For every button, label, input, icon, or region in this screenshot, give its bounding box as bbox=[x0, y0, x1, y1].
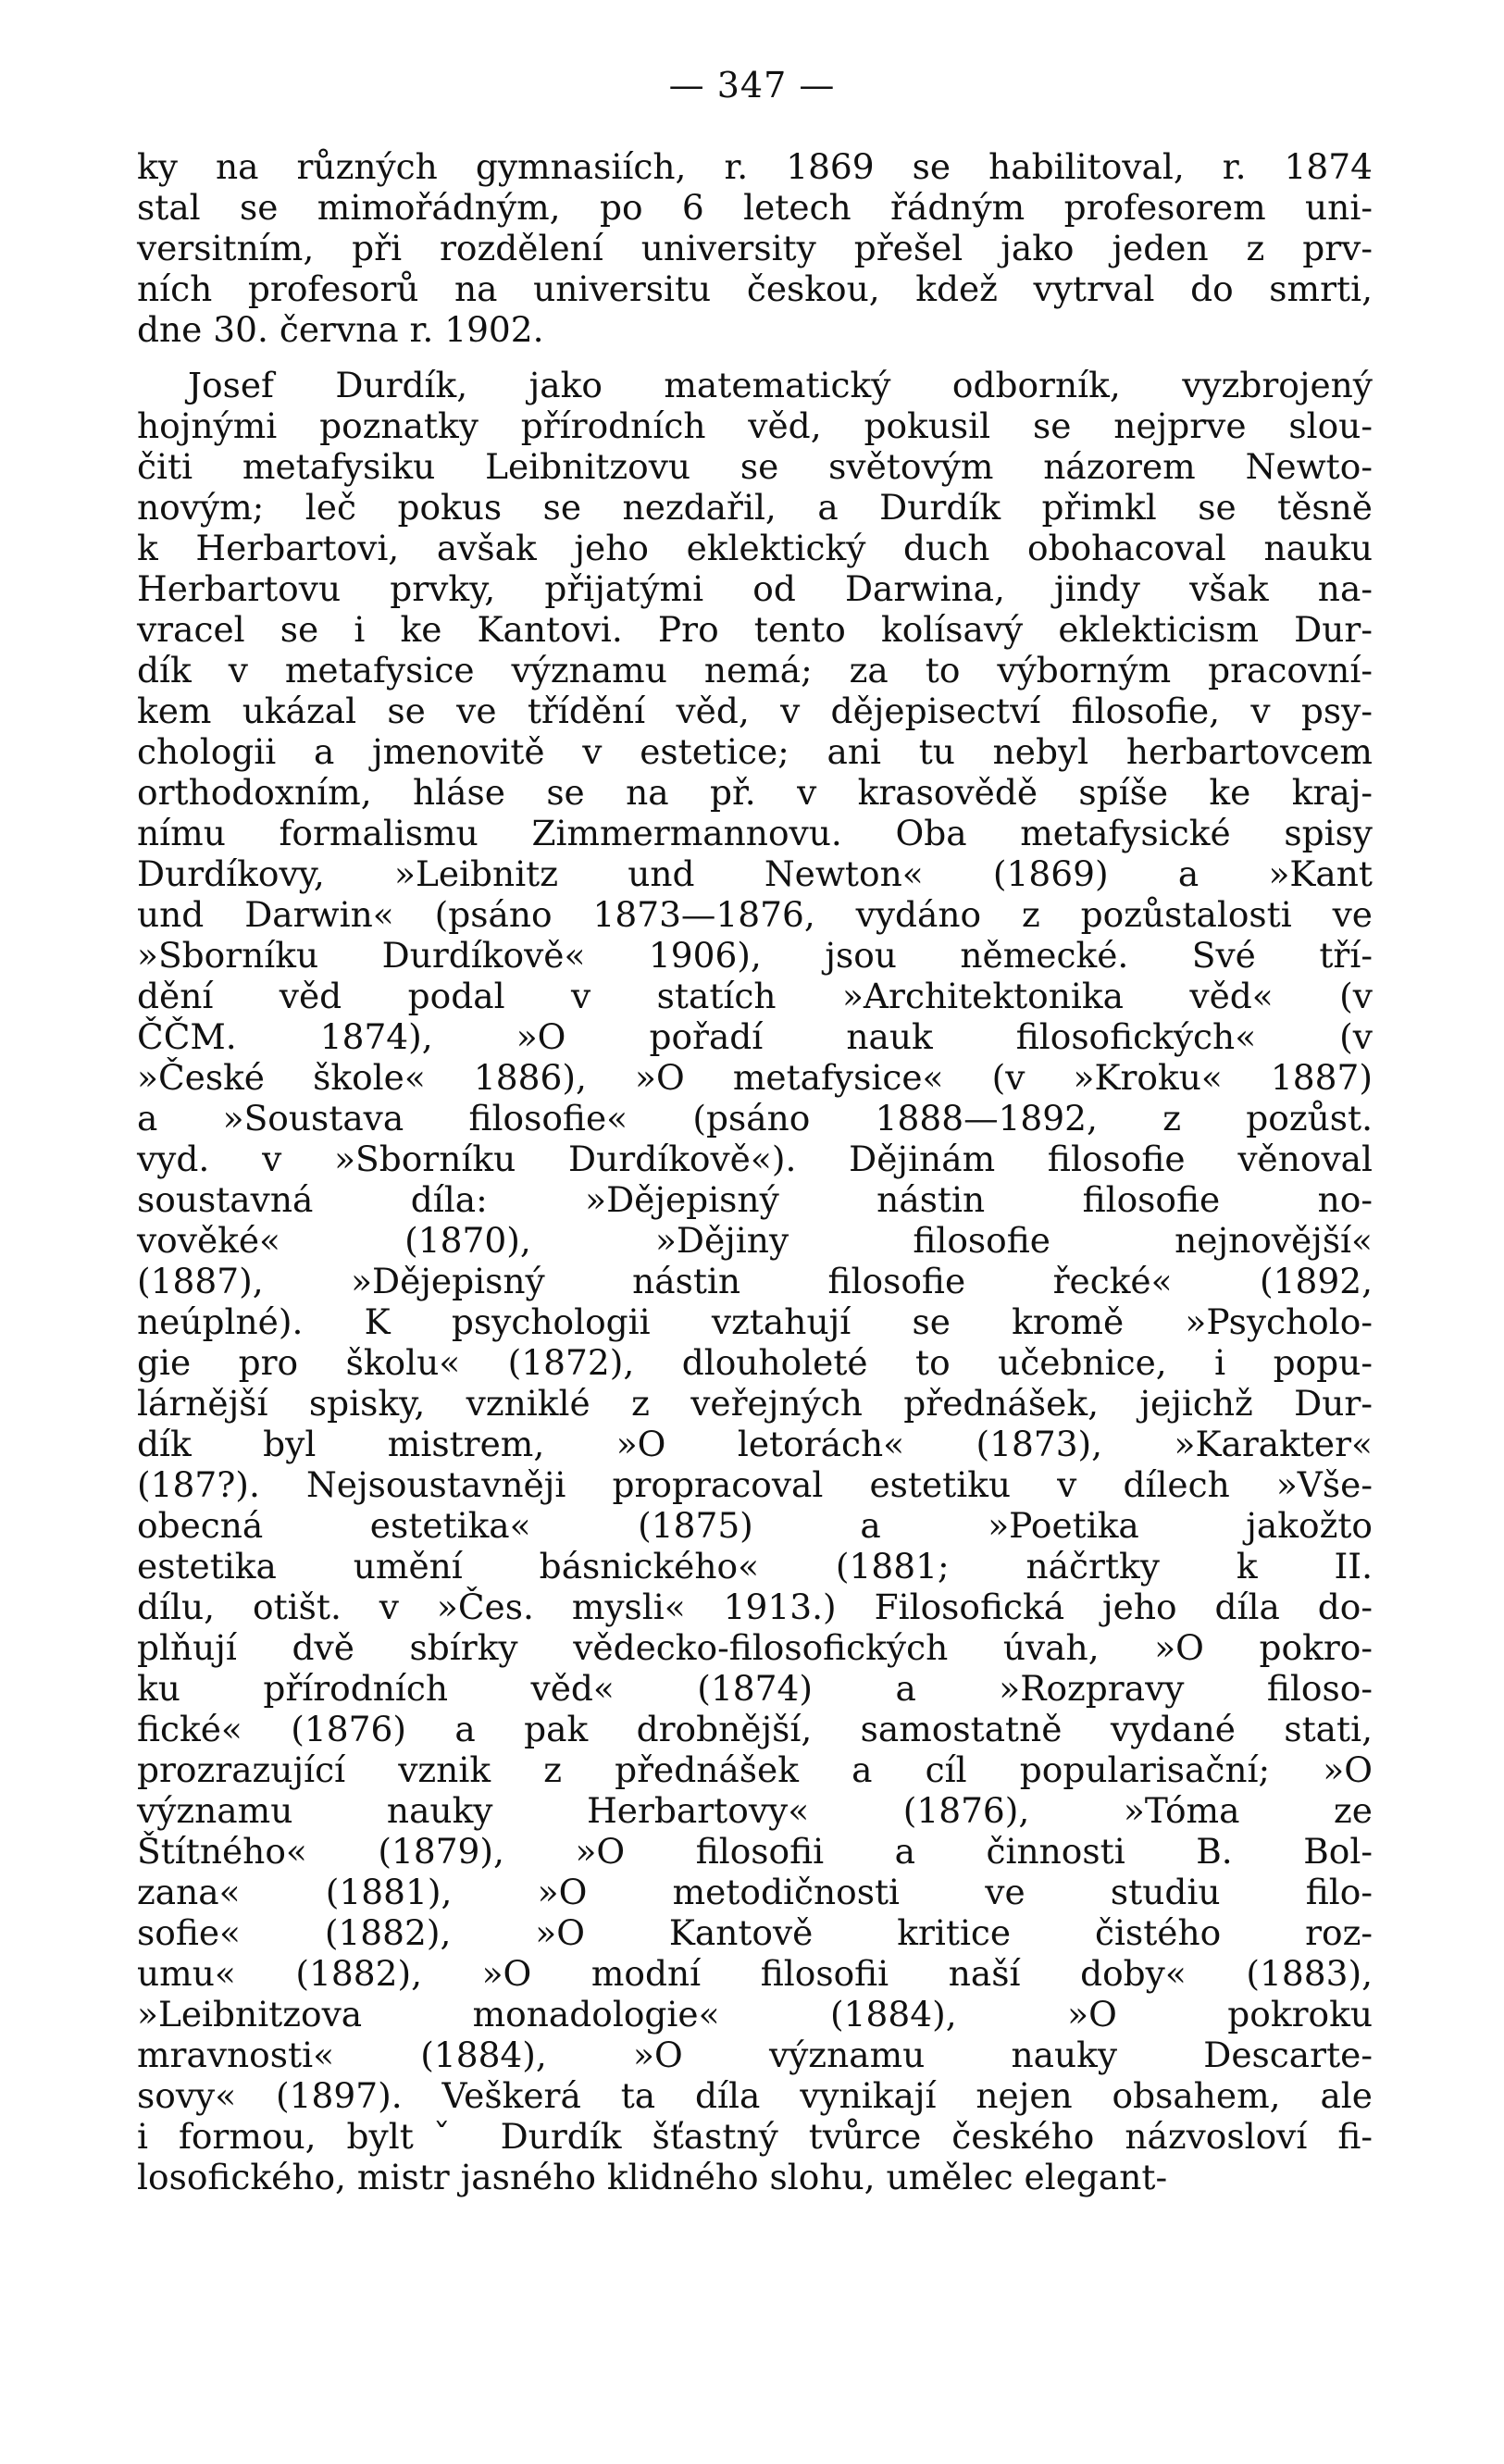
text-line: ku přírodních věd« (1874) a »Rozpravy filoso- bbox=[137, 1668, 1373, 1709]
text-line: gie pro školu« (1872), dlouholeté to učebnice, i popu- bbox=[137, 1342, 1373, 1383]
text-line: dílu, otišt. v »Čes. mysli« 1913.) Filosofická jeho díla do- bbox=[137, 1587, 1373, 1627]
text-line: versitním, při rozdělení university přešel jako jeden z prv- bbox=[137, 228, 1373, 268]
paragraph bbox=[137, 365, 1373, 2197]
text-line: Štítného« (1879), »O filosofii a činnosti B. Bol- bbox=[137, 1831, 1373, 1872]
text-line: vověké« (1870), »Dějiny filosofie nejnovější« bbox=[137, 1220, 1373, 1261]
text-line: ČČM. 1874), »O pořadí nauk filosofických« (v bbox=[137, 1016, 1373, 1057]
text-line: »Sborníku Durdíkově« 1906), jsou německé. Své tří- bbox=[137, 935, 1373, 976]
text-line: »Leibnitzova monadologie« (1884), »O pokroku bbox=[137, 1994, 1373, 2035]
text-line: stal se mimořádným, po 6 letech řádným profesorem uni- bbox=[137, 187, 1373, 228]
text-line: i formou, byltˇ Durdík šťastný tvůrce českého názvosloví fi- bbox=[137, 2116, 1373, 2157]
text-line: čiti metafysiku Leibnitzovu se světovým názorem Newto- bbox=[137, 446, 1373, 487]
text-line: mravnosti« (1884), »O významu nauky Descarte- bbox=[137, 2035, 1373, 2075]
text-line: k Herbartovi, avšak jeho eklektický duch obohacoval nauku bbox=[137, 528, 1373, 568]
text-line: Josef Durdík, jako matematický odborník, vyzbrojený bbox=[188, 365, 1373, 405]
page-number: — 347 — bbox=[668, 65, 836, 106]
text-line: plňují dvě sbírky vědecko-filosofických úvah, »O pokro- bbox=[137, 1627, 1373, 1668]
text-line: vracel se i ke Kantovi. Pro tento kolísavý eklekticism Dur- bbox=[137, 609, 1373, 650]
paragraph bbox=[137, 146, 1373, 350]
text-line: (187?). Nejsoustavněji propracoval estetiku v dílech »Vše- bbox=[137, 1464, 1373, 1505]
text-line: kem ukázal se ve třídění věd, v dějepisectví filosofie, v psy- bbox=[137, 691, 1373, 731]
text-line: losofického, mistr jasného klidného slohu, umělec elegant- bbox=[137, 2157, 1168, 2197]
text-line: vyd. v »Sborníku Durdíkově«). Dějinám filosofie věnoval bbox=[137, 1139, 1373, 1179]
text-line: sovy« (1897). Veškerá ta díla vynikají nejen obsahem, ale bbox=[137, 2075, 1373, 2116]
text-line: sofie« (1882), »O Kantově kritice čistého roz- bbox=[137, 1912, 1373, 1953]
text-line: dík v metafysice významu nemá; za to výborným pracovní- bbox=[137, 650, 1373, 691]
paragraph-gap bbox=[137, 350, 1373, 365]
body-text bbox=[137, 146, 1373, 2197]
text-line: a »Soustava filosofie« (psáno 1888—1892, z pozůst. bbox=[137, 1098, 1373, 1139]
text-line: dík byl mistrem, »O letorách« (1873), »Karakter« bbox=[137, 1424, 1373, 1464]
text-line: hojnými poznatky přírodních věd, pokusil se nejprve slou- bbox=[137, 405, 1373, 446]
text-line: neúplné). K psychologii vztahují se kromě »Psycholo- bbox=[137, 1301, 1373, 1342]
text-line: und Darwin« (psáno 1873—1876, vydáno z pozůstalosti ve bbox=[137, 894, 1373, 935]
text-line: významu nauky Herbartovy« (1876), »Tóma ze bbox=[137, 1790, 1373, 1831]
text-line: zana« (1881), »O metodičnosti ve studiu filo- bbox=[137, 1872, 1373, 1912]
text-line: soustavná díla: »Dějepisný nástin filosofie no- bbox=[137, 1179, 1373, 1220]
text-line: »České škole« 1886), »O metafysice« (v »Kroku« 1887) bbox=[137, 1057, 1373, 1098]
text-line: ních profesorů na universitu českou, kdež vytrval do smrti, bbox=[137, 268, 1373, 309]
text-line: chologii a jmenovitě v estetice; ani tu nebyl herbartovcem bbox=[137, 731, 1373, 772]
text-line: (1887), »Dějepisný nástin filosofie řecké« (1892, bbox=[137, 1261, 1373, 1301]
text-line: prozrazující vznik z přednášek a cíl popularisační; »O bbox=[137, 1749, 1373, 1790]
text-line: lárnější spisky, vzniklé z veřejných přednášek, jejichž Dur- bbox=[137, 1383, 1373, 1424]
text-line: dne 30. června r. 1902. bbox=[137, 309, 544, 350]
text-line: dění věd podal v statích »Architektonika věd« (v bbox=[137, 976, 1373, 1016]
text-line: orthodoxním, hlásе se na př. v krasovědě spíše ke kraj- bbox=[137, 772, 1373, 813]
text-line: nímu formalismu Zimmermannovu. Oba metafysické spisy bbox=[137, 813, 1373, 853]
text-line: novým; leč pokus se nezdařil, a Durdík přimkl se těsně bbox=[137, 487, 1373, 528]
text-line: obecná estetika« (1875) a »Poetika jakožto bbox=[137, 1505, 1373, 1546]
text-line: umu« (1882), »O modní filosofii naší doby« (1883), bbox=[137, 1953, 1373, 1994]
text-line: estetika umění básnického« (1881; náčrtky k II. bbox=[137, 1546, 1373, 1587]
text-line: Durdíkovy, »Leibnitz und Newton« (1869) a »Kant bbox=[137, 853, 1373, 894]
text-line: fické« (1876) a pak drobnější, samostatně vydané stati, bbox=[137, 1709, 1373, 1749]
text-line: ky na různých gymnasiích, r. 1869 se habilitoval, r. 1874 bbox=[137, 146, 1373, 187]
text-line: Herbartovu prvky, přijatými od Darwina, jindy však na- bbox=[137, 568, 1373, 609]
